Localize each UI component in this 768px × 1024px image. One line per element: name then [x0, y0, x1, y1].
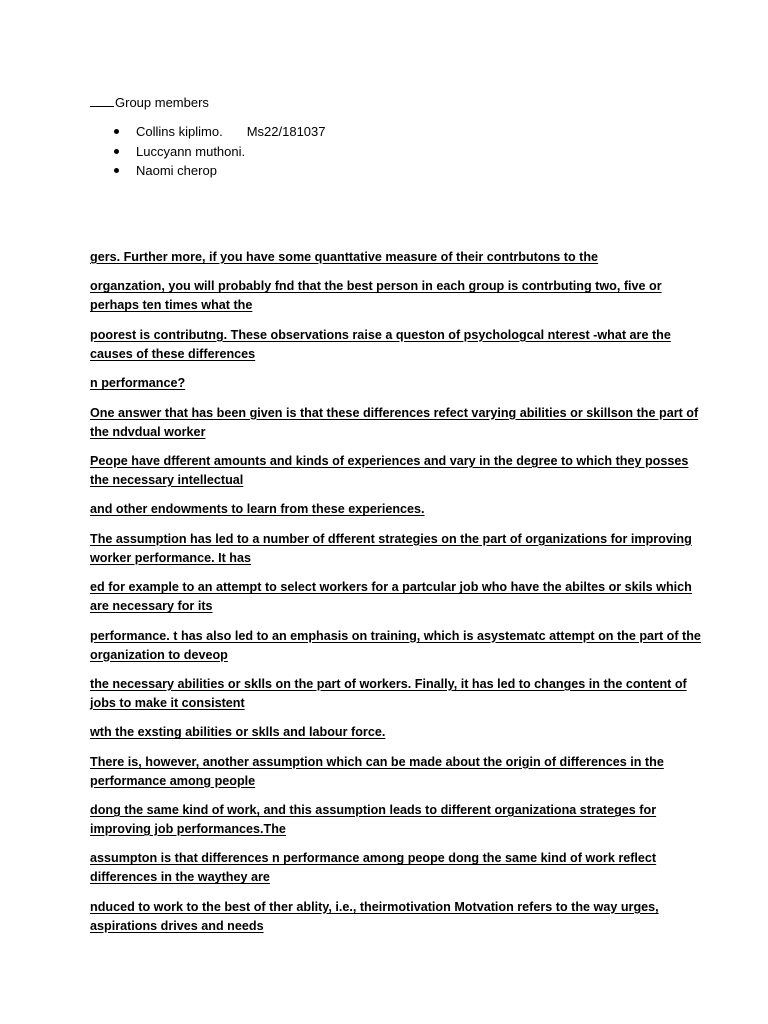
member-item: [90, 142, 325, 162]
text-line: are necessary for its: [90, 599, 213, 614]
text-line: There is, however, another assumption which can be made about the origin of differences in the: [90, 754, 664, 769]
text-line: perhaps ten times what the: [90, 298, 253, 313]
paragraph: [90, 404, 699, 442]
paragraph: [90, 277, 690, 315]
text-line: jobs to make it consistent: [90, 695, 245, 710]
text-line: aspirations drives and needs: [90, 918, 264, 933]
bullet-icon: [114, 149, 119, 154]
text-line: gers. Further more, if you have some quanttative measure of their contrbutons to the: [90, 250, 599, 264]
paragraph: [90, 849, 690, 887]
member-id: Ms22/181037: [246, 124, 326, 139]
text-line: nduced to work to the best of ther ablity, i.e., theirmotivation Motvation refers to the way urges,: [90, 899, 659, 914]
paragraph: [90, 898, 690, 936]
text-line: the necessary intellectual: [90, 472, 244, 487]
text-line: the necessary abilities or sklls on the part of workers. Finally, it has led to changes in the content of: [90, 676, 687, 691]
text-line: performance. t has also led to an emphasis on training, which is asystematc attempt on the part of the: [90, 628, 701, 643]
text-line: The assumption has led to a number of dfferent strategies on the part of organizations for improving: [90, 531, 692, 546]
paragraph: [90, 578, 690, 616]
member-name: Luccyann muthoni.: [136, 143, 246, 159]
text-line: organization to deveop: [90, 647, 228, 662]
paragraph: [90, 326, 690, 364]
text-line: improving job performances.The: [90, 822, 286, 837]
text-line: ed for example to an attempt to select workers for a partcular job who have the abiltes or skils which: [90, 580, 692, 595]
text-line: assumpton is that differences n performance among peope dong the same kind of work reflect: [90, 851, 657, 866]
text-line: and other endowments to learn from these experiences.: [90, 502, 425, 517]
paragraph: [90, 500, 690, 519]
member-name: Naomi cherop: [136, 163, 217, 178]
paragraph: [90, 374, 690, 393]
group-members-heading: [90, 93, 209, 112]
paragraph: [90, 675, 690, 713]
paragraph: [90, 801, 690, 839]
member-item: [90, 122, 325, 142]
member-name: Collins kiplimo.: [136, 124, 223, 139]
text-line: the ndvdual worker: [90, 424, 206, 439]
group-members-list: [90, 122, 325, 181]
bullet-icon: [114, 129, 119, 134]
heading-title: Group members: [115, 95, 209, 110]
paragraph: [90, 753, 690, 791]
heading-blank-line: [90, 93, 114, 107]
paragraph: [90, 627, 701, 665]
paragraph: [90, 723, 690, 742]
paragraph: [90, 530, 690, 568]
text-line: n performance?: [90, 376, 186, 391]
text-line: worker performance. It has: [90, 550, 251, 565]
text-line: poorest is contributng. These observations raise a queston of psychologcal nterest -what are the: [90, 327, 671, 342]
body-text: [90, 248, 701, 946]
bullet-icon: [114, 168, 119, 173]
paragraph: [90, 452, 690, 490]
text-line: organzation, you will probably fnd that the best person in each group is contrbuting two, five or: [90, 279, 662, 294]
paragraph: [90, 248, 690, 267]
text-line: dong the same kind of work, and this assumption leads to different organizationa strateges for: [90, 803, 657, 818]
member-item: [90, 161, 325, 181]
text-line: performance among people: [90, 773, 256, 788]
text-line: wth the exsting abilities or sklls and labour force.: [90, 725, 386, 740]
text-line: Peope have dfferent amounts and kinds of experiences and vary in the degree to which they posses: [90, 453, 689, 468]
text-line: One answer that has been given is that these differences refect varying abilities or skillson the part of: [90, 405, 699, 420]
text-line: differences in the waythey are: [90, 870, 270, 885]
text-line: causes of these differences: [90, 346, 256, 361]
